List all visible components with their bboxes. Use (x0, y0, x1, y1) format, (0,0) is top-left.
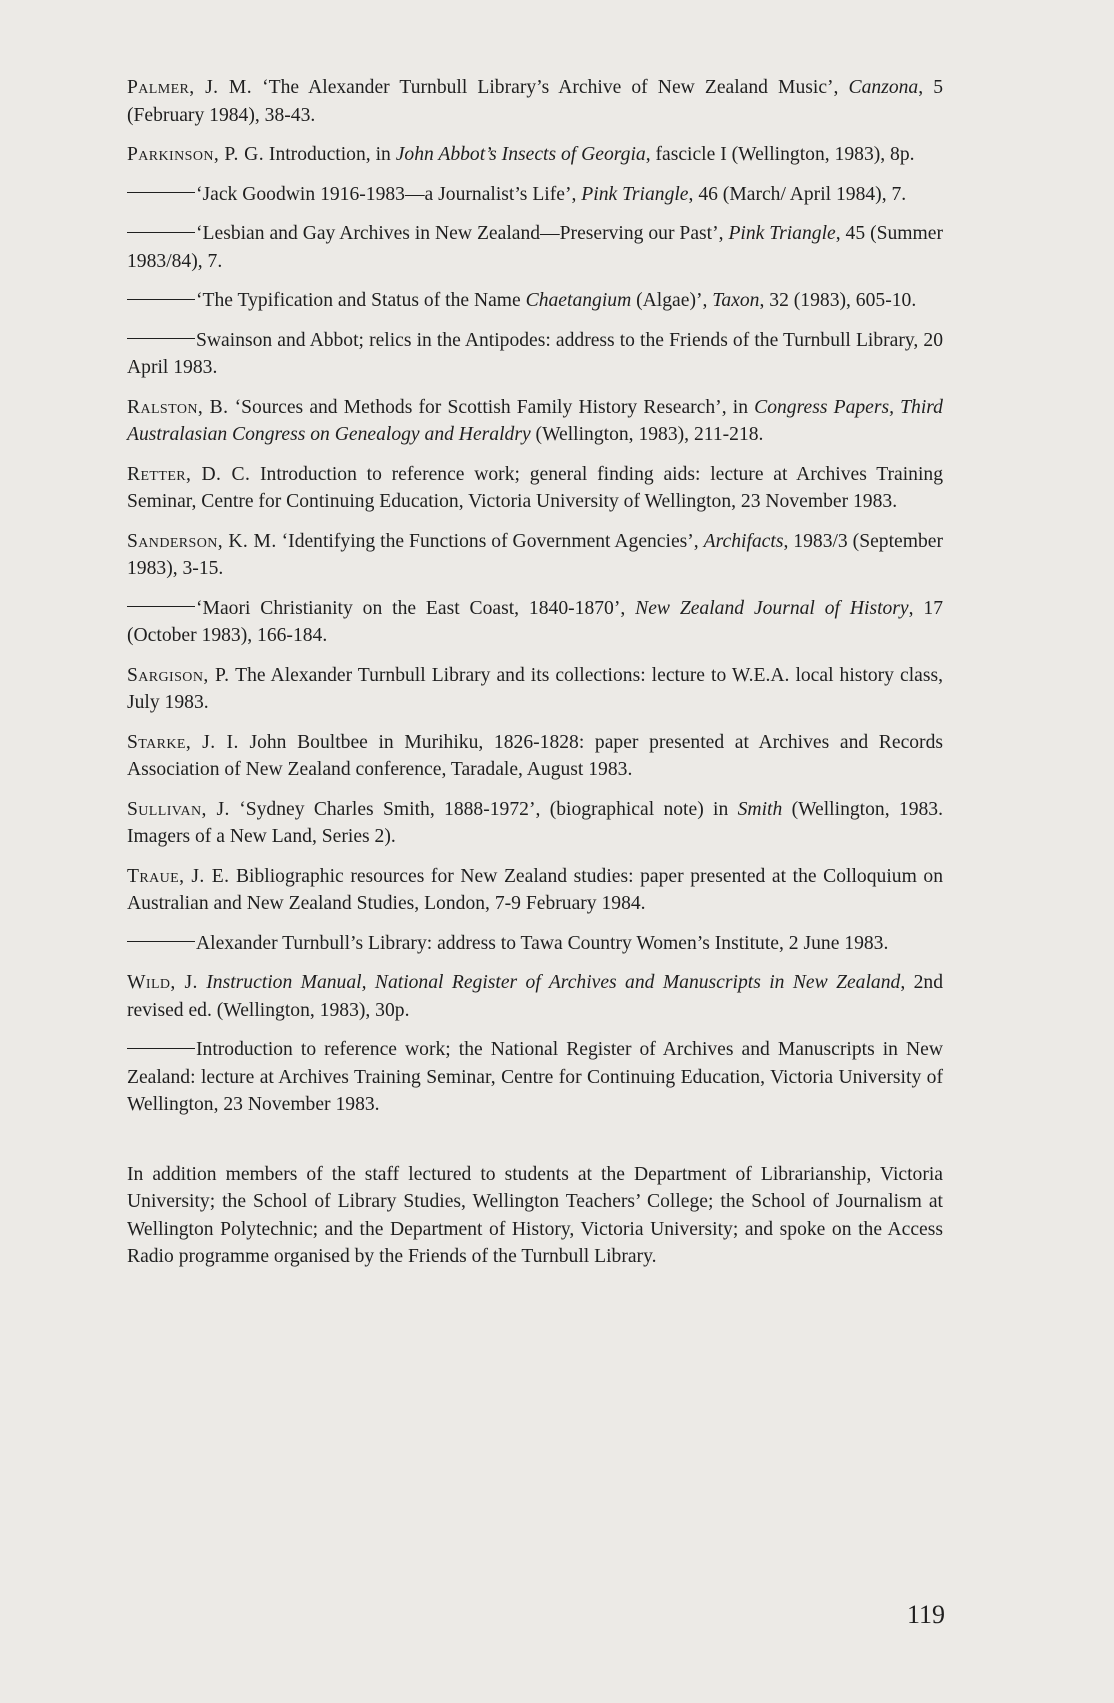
entry-text: , 46 (March/ April 1984), 7. (688, 183, 907, 205)
entry-title: Archifacts (703, 530, 784, 552)
entry-text: , 5 (February 1984), 38-43. (127, 77, 944, 126)
bib-entry-parkinson-2 (127, 181, 943, 209)
bib-entry-sullivan (127, 796, 943, 851)
author-name: Starke, J. I. (127, 731, 239, 753)
entry-text: ‘Sources and Methods for Scottish Family History Research’, in (234, 396, 755, 418)
author-name: Sanderson, K. M. (127, 530, 277, 552)
bib-entry-parkinson-3 (127, 220, 943, 275)
bib-entry-wild-2 (127, 1036, 943, 1119)
entry-title: John Abbot’s Insects of Georgia (395, 144, 646, 165)
bib-entry-traue (127, 863, 943, 918)
entry-text: The Alexander Turnbull Library and its collections: lecture to W.E.A. local history class, July 1983. (127, 664, 943, 713)
ditto-rule (127, 299, 195, 300)
entry-title: Chaetangium (525, 290, 632, 311)
bib-entry-ralston (127, 394, 943, 449)
entry-text: , 1983/3 (September 1983), 3-15. (127, 530, 943, 579)
entry-text: Alexander Turnbull’s Library: address to Tawa Country Women’s Institute, 2 June 1983. (196, 932, 889, 954)
entry-text: ‘Lesbian and Gay Archives in New Zealand—Preserving our Past’, (196, 223, 729, 244)
author-name: Traue, J. E. (127, 865, 230, 887)
entry-title: Instruction Manual, National Register of Archives and Manuscripts in New Zealand (206, 972, 901, 993)
bib-entry-palmer (127, 74, 943, 129)
bib-entry-traue-2 (127, 930, 943, 958)
entry-text: , 45 (Summer 1983/84), 7. (127, 223, 943, 272)
author-name: Retter, D. C. (127, 463, 251, 485)
entry-text: , 17 (October 1983), 166-184. (127, 597, 943, 646)
author-name: Wild, J. (127, 972, 198, 993)
author-name: Sargison, P. (127, 664, 230, 686)
entry-text: ‘Sydney Charles Smith, 1888-1972’, (biographical note) in (239, 798, 738, 820)
entry-text: Swainson and Abbot; relics in the Antipodes: address to the Friends of the Turnbull Library, 20 April 1983. (127, 329, 943, 378)
entry-text: ‘Maori Christianity on the East Coast, 1840-1870’, (196, 597, 636, 619)
bib-entry-parkinson-5 (127, 327, 943, 382)
entry-text: (Wellington, 1983. Imagers of a New Land, Series 2). (127, 798, 944, 847)
bib-entry-sanderson (127, 528, 943, 583)
author-name: Palmer, J. M. (127, 77, 253, 98)
author-name: Ralston, B. (127, 396, 229, 418)
ditto-rule (127, 606, 195, 607)
bib-entry-parkinson-4 (127, 287, 943, 315)
bib-entry-starke (127, 729, 943, 784)
entry-text: ‘Jack Goodwin 1916-1983—a Journalist’s Life’, (196, 183, 582, 205)
entry-title: Smith (737, 798, 783, 820)
ditto-rule (127, 338, 195, 339)
entry-text: Bibliographic resources for New Zealand studies: paper presented at the Colloquium on Australian and New Zealand Studies, London, 7-9 February 1984. (127, 865, 944, 914)
entry-title: Congress Papers, Third Australasian Congress on Genealogy and Heraldry (127, 396, 943, 445)
entry-text: , fascicle I (Wellington, 1983), 8p. (645, 144, 915, 165)
entry-text: ‘The Alexander Turnbull Library’s Archive of New Zealand Music’, (262, 77, 849, 98)
bib-entry-sargison (127, 662, 943, 717)
ditto-rule (127, 232, 195, 233)
entry-text: , 2nd revised ed. (Wellington, 1983), 30p. (127, 972, 943, 1021)
author-name: Parkinson, P. G. (127, 144, 265, 165)
page-number: 119 (906, 1600, 945, 1629)
ditto-rule (127, 192, 195, 193)
entry-title: Canzona (848, 77, 919, 98)
closing-paragraph: In addition members of the staff lectured to students at the Department of Librarianship, Victoria University; the School of Library Studies, Wellington Teachers’ College; the School of Journalism at Wellington Polytechnic; and the Department of History, Victoria University; and spoke on the Access Radio programme organised by the Friends of the Turnbull Library. (127, 1163, 943, 1267)
author-name: Sullivan, J. (127, 798, 230, 820)
entry-title: Pink Triangle (728, 223, 836, 244)
entry-text: Introduction, in (268, 144, 396, 165)
bib-entry-retter (127, 461, 943, 516)
bib-entry-sanderson-2 (127, 595, 943, 650)
entry-title: New Zealand Journal of History (635, 597, 909, 619)
bib-entry-wild (127, 969, 943, 1024)
bibliography-page (127, 74, 943, 1290)
ditto-rule (127, 1048, 195, 1049)
entry-text: ‘The Typification and Status of the Name (196, 290, 526, 311)
entry-text: Introduction to reference work; the National Register of Archives and Manuscripts in New Zealand: lecture at Archives Training Seminar, Centre for Continuing Education, Victoria University of Wellington, 23 November 1983. (127, 1039, 943, 1115)
entry-title: Taxon (712, 290, 760, 311)
entry-text: ‘Identifying the Functions of Government Agencies’, (281, 530, 704, 552)
entry-title: Pink Triangle (581, 183, 689, 205)
entry-text: , 32 (1983), 605-10. (759, 290, 917, 311)
entry-text: (Algae)’, (631, 290, 713, 311)
entry-text: John Boultbee in Murihiku, 1826-1828: paper presented at Archives and Records Association of New Zealand conference, Taradale, August 1983. (127, 731, 944, 780)
bib-entry-parkinson (127, 141, 943, 169)
entry-text: (Wellington, 1983), 211-218. (530, 424, 764, 445)
ditto-rule (127, 941, 195, 942)
entry-text: Introduction to reference work; general finding aids: lecture at Archives Training Seminar, Centre for Continuing Education, Victoria University of Wellington, 23 November 1983. (127, 463, 943, 512)
